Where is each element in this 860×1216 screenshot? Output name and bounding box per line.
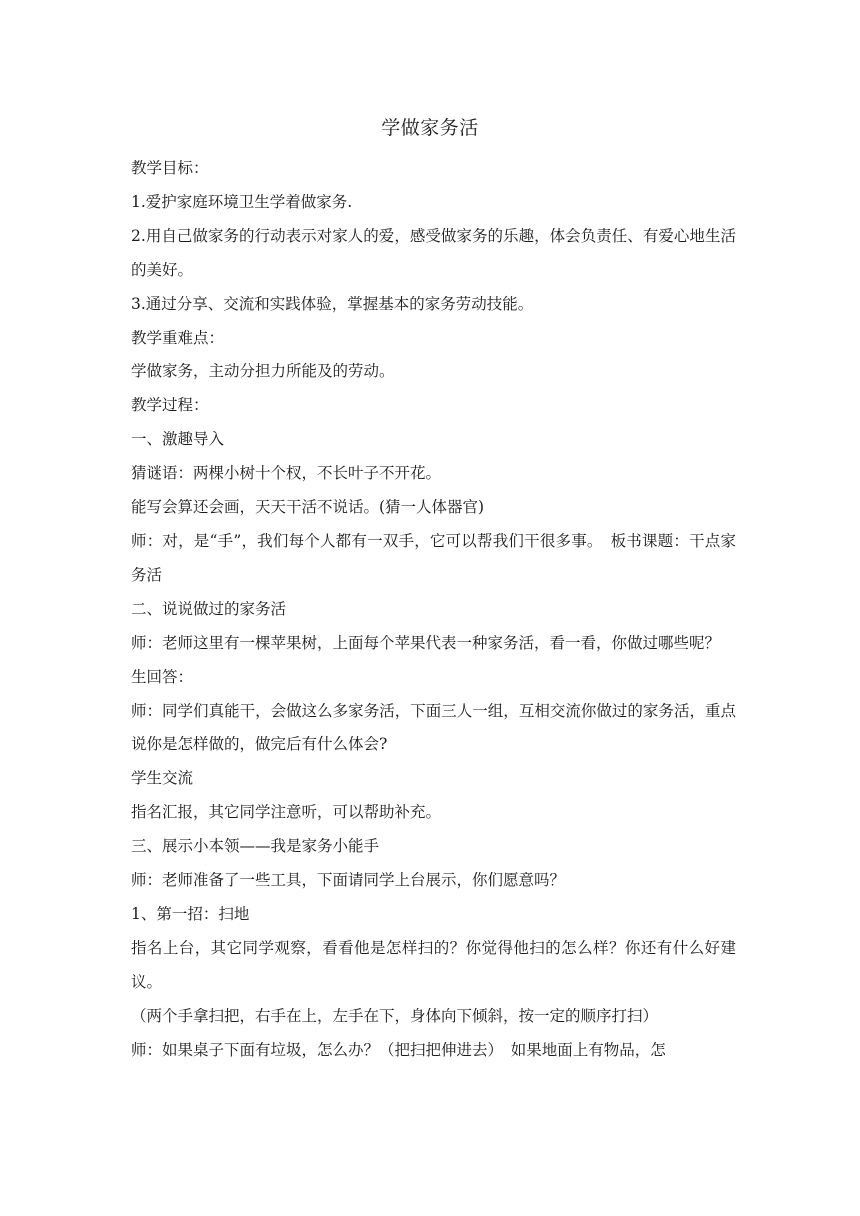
riddle-line-2: 能写会算还会画，天天干活不说话。(猜一人体器官) (131, 498, 485, 517)
section-heading-1: 一、激趣导入 (131, 430, 225, 449)
sweeping-method-note: （两个手拿扫把，右手在上，左手在下，身体向下倾斜，按一定的顺序打扫） (131, 1006, 659, 1025)
report-instruction: 指名汇报，其它同学注意听，可以帮助补充。 (131, 803, 442, 822)
heading-teaching-goals: 教学目标： (131, 159, 209, 177)
student-exchange: 学生交流 (131, 769, 194, 788)
teacher-line-group-share: 师：同学们真能干，会做这么多家务活，下面三人一组，互相交流你做过的家务活，重点说你是怎样做的，做完后有什么体会? (131, 701, 736, 754)
heading-teaching-process: 教学过程： (131, 396, 209, 415)
teacher-line-tools: 师：老师准备了一些工具，下面请同学上台展示，你们愿意吗？ (131, 871, 566, 890)
section-heading-2: 二、说说做过的家务活 (131, 599, 287, 618)
key-difficulties-text: 学做家务，主动分担力所能及的劳动。 (131, 362, 395, 381)
section-heading-3: 三、展示小本领——我是家务小能手 (131, 837, 380, 856)
goal-item-2: 2.用自己做家务的行动表示对家人的爱，感受做家务的乐趣，体会负责任、有爱心地生活的美好。 (131, 226, 736, 279)
document-body (131, 152, 736, 1067)
heading-key-difficulties: 教学重难点： (131, 328, 225, 347)
teacher-line-apple-tree: 师：老师这里有一棵苹果树，上面每个苹果代表一种家务活，看一看，你做过哪些呢？ (131, 633, 721, 652)
sweeping-observation: 指名上台，其它同学观察，看看他是怎样扫的？你觉得他扫的怎么样？你还有什么好建议。 (131, 938, 736, 991)
goal-item-3: 3.通过分享、交流和实践体验，掌握基本的家务劳动技能。 (131, 294, 534, 313)
document-title: 学做家务活 (381, 117, 479, 139)
student-answer-label: 生回答： (131, 667, 194, 686)
step-1-sweeping: 1、第一招：扫地 (131, 904, 250, 923)
teacher-line-hands: 师：对，是“手”，我们每个人都有一双手，它可以帮我们干很多事。 板书课题：干点家务活 (131, 531, 736, 584)
riddle-line-1: 猜谜语：两棵小树十个杈，不长叶子不开花。 (131, 464, 442, 483)
goal-item-1: 1.爱护家庭环境卫生学着做家务. (131, 192, 353, 211)
teacher-line-under-table: 师：如果桌子下面有垃圾，怎么办？（把扫把伸进去） 如果地面上有物品，怎 (131, 1040, 666, 1059)
